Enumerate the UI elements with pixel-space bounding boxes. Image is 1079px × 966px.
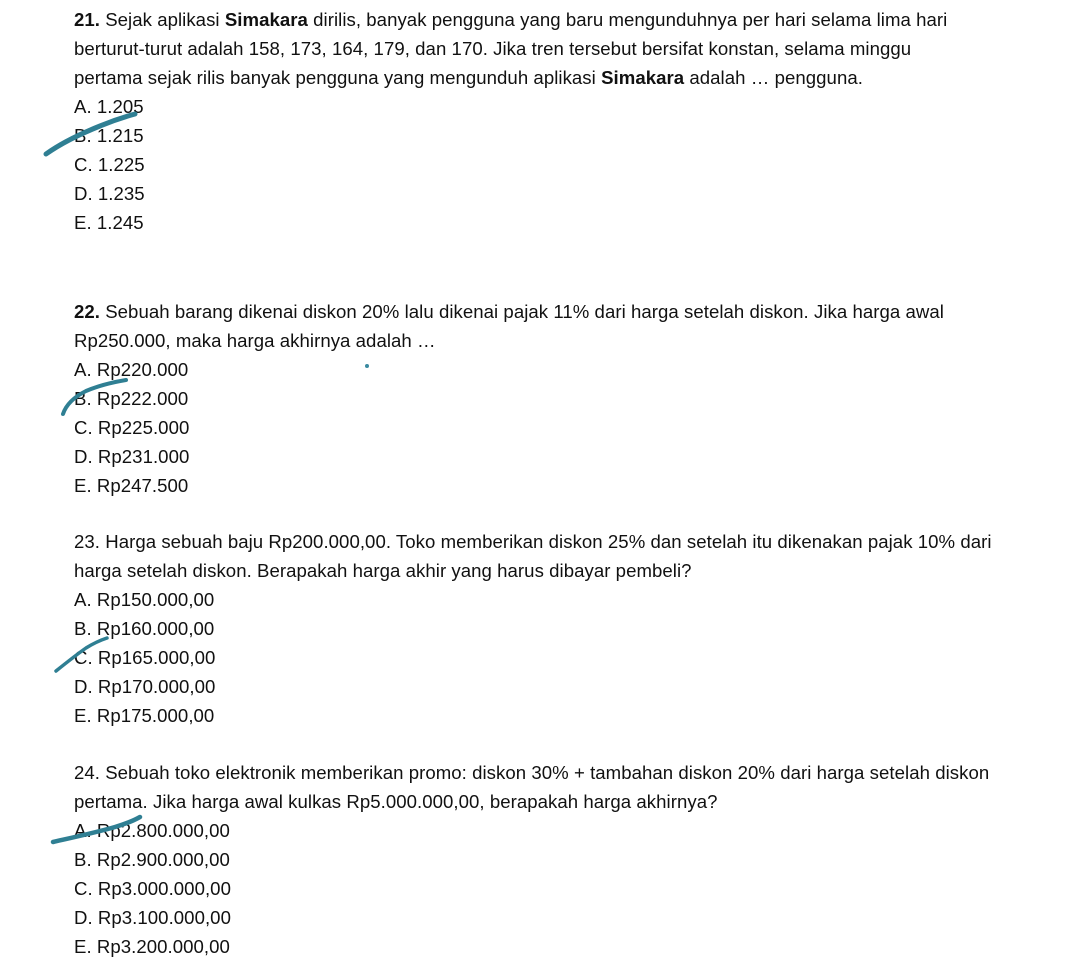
option-e[interactable]: [74, 701, 1034, 730]
app-name-bold: Simakara: [601, 67, 685, 88]
option-d[interactable]: [74, 179, 1034, 208]
option-d[interactable]: [74, 903, 1034, 932]
option-text: Rp160.000,00: [91, 618, 215, 639]
option-letter: A.: [74, 589, 92, 610]
option-d[interactable]: [74, 442, 1034, 471]
option-text: Rp3.000.000,00: [92, 878, 231, 899]
question-22-text: [74, 297, 1009, 355]
option-text: Rp3.100.000,00: [92, 907, 231, 928]
option-letter: C.: [74, 154, 93, 175]
option-letter: B.: [74, 849, 92, 870]
question-text-part: dirilis, banyak pengguna yang baru mengunduhnya per hari selama lima hari berturut-turut adalah 158, 173, 164, 179, dan 170. Jika tren tersebut bersifat konstan, selama minggu pertama sejak rilis banyak pengguna yang mengunduh aplikasi: [74, 9, 948, 88]
option-letter: D.: [74, 446, 93, 467]
option-text: 1.235: [92, 183, 145, 204]
question-text: Sebuah toko elektronik memberikan promo: diskon 30% + tambahan diskon 20% dari harga setelah diskon pertama. Jika harga awal kulkas Rp5.000.000,00, berapakah harga akhirnya?: [74, 762, 990, 812]
option-text: Rp2.800.000,00: [91, 820, 230, 841]
question-number: 24.: [74, 762, 100, 783]
question-text: Sebuah barang dikenai diskon 20% lalu dikenai pajak 11% dari harga setelah diskon. Jika harga awal Rp250.000, maka harga akhirnya adalah …: [74, 301, 944, 351]
question-21-text: [74, 5, 979, 92]
question-23-options: [74, 585, 1034, 730]
option-b[interactable]: [74, 614, 1034, 643]
option-text: Rp175.000,00: [91, 705, 215, 726]
option-text: 1.205: [91, 96, 144, 117]
option-a[interactable]: [74, 355, 1034, 384]
option-text: Rp247.500: [91, 475, 189, 496]
option-letter: C.: [74, 417, 93, 438]
question-21: [74, 5, 1034, 237]
option-c[interactable]: [74, 413, 1034, 442]
option-text: Rp231.000: [92, 446, 190, 467]
option-text: Rp170.000,00: [92, 676, 216, 697]
option-text: Rp225.000: [92, 417, 190, 438]
option-letter: C.: [74, 878, 93, 899]
option-b[interactable]: [74, 384, 1034, 413]
option-letter: E.: [74, 212, 92, 233]
app-name-bold: Simakara: [224, 9, 308, 30]
option-c[interactable]: [74, 643, 1034, 672]
question-24-options: [74, 816, 1034, 961]
option-letter: E.: [74, 936, 92, 957]
question-22-options: [74, 355, 1034, 500]
option-letter: B.: [74, 388, 92, 409]
option-text: Rp220.000: [91, 359, 189, 380]
question-text-part: Sejak aplikasi: [100, 9, 225, 30]
question-22: [74, 297, 1034, 500]
option-letter: A.: [74, 359, 92, 380]
question-number: 23.: [74, 531, 100, 552]
option-letter: D.: [74, 676, 93, 697]
question-23: [74, 527, 1034, 730]
option-e[interactable]: [74, 932, 1034, 961]
option-text: 1.245: [91, 212, 144, 233]
option-a[interactable]: [74, 816, 1034, 845]
question-21-options: [74, 92, 1034, 237]
option-letter: A.: [74, 96, 92, 117]
option-e[interactable]: [74, 471, 1034, 500]
option-text: Rp222.000: [91, 388, 189, 409]
option-letter: B.: [74, 618, 92, 639]
option-letter: D.: [74, 183, 93, 204]
option-text: Rp165.000,00: [92, 647, 216, 668]
pen-dot: [365, 364, 369, 368]
option-text: 1.225: [92, 154, 145, 175]
option-text: Rp150.000,00: [91, 589, 215, 610]
option-d[interactable]: [74, 672, 1034, 701]
option-c[interactable]: [74, 150, 1034, 179]
option-letter: E.: [74, 705, 92, 726]
question-text-part: adalah … pengguna.: [684, 67, 863, 88]
option-text: Rp3.200.000,00: [91, 936, 230, 957]
option-letter: C.: [74, 647, 93, 668]
option-letter: D.: [74, 907, 93, 928]
question-24-text: [74, 758, 1009, 816]
option-a[interactable]: [74, 585, 1034, 614]
question-number: 22.: [74, 301, 100, 322]
option-b[interactable]: [74, 845, 1034, 874]
option-text: 1.215: [91, 125, 144, 146]
option-letter: A.: [74, 820, 92, 841]
option-text: Rp2.900.000,00: [91, 849, 230, 870]
option-letter: B.: [74, 125, 92, 146]
question-24: [74, 758, 1034, 961]
option-e[interactable]: [74, 208, 1034, 237]
option-a[interactable]: [74, 92, 1034, 121]
question-23-text: [74, 527, 1009, 585]
question-number: 21.: [74, 9, 100, 30]
question-text: Harga sebuah baju Rp200.000,00. Toko memberikan diskon 25% dan setelah itu dikenakan pajak 10% dari harga setelah diskon. Berapakah harga akhir yang harus dibayar pembeli?: [74, 531, 992, 581]
option-b[interactable]: [74, 121, 1034, 150]
option-c[interactable]: [74, 874, 1034, 903]
option-letter: E.: [74, 475, 92, 496]
